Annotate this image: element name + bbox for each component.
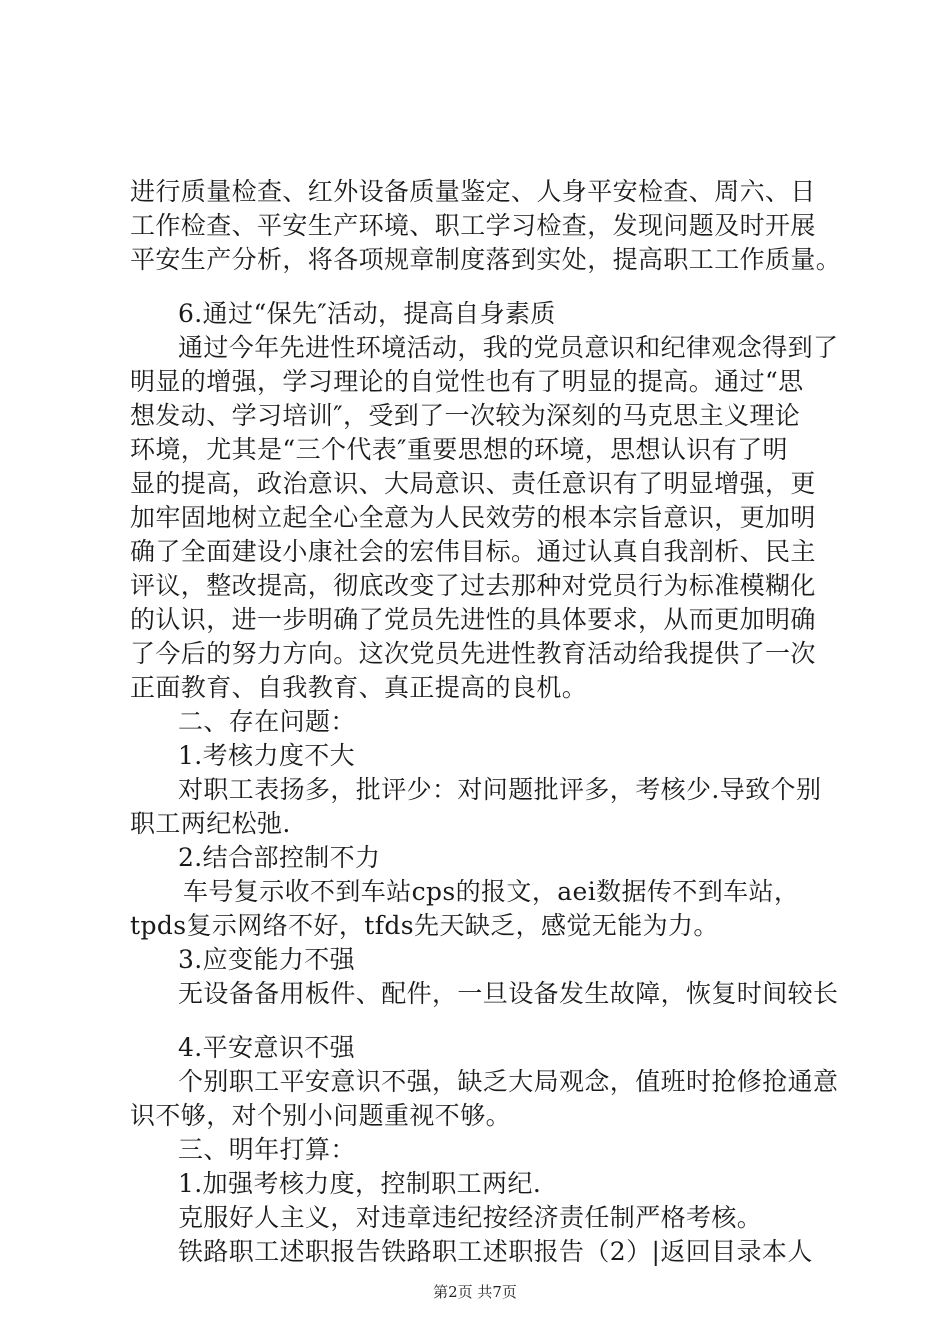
body-line: 车号复示收不到车站cps的报文，aei数据传不到车站，: [183, 877, 800, 906]
body-line: 加牢固地树立起全心全意为人民效劳的根本宗旨意识，更加明: [130, 503, 816, 532]
body-line: 个别职工平安意识不强，缺乏大局观念，值班时抢修抢通意: [178, 1067, 839, 1096]
body-line: 铁路职工述职报告铁路职工述职报告（2）|返回目录本人: [178, 1237, 813, 1266]
body-line: 平安生产分析，将各项规章制度落到实处，提高职工工作质量。: [130, 245, 842, 274]
body-line: 明显的增强，学习理论的自觉性也有了明显的提高。通过“思: [130, 367, 804, 396]
body-line: 对职工表扬多，批评少：对问题批评多，考核少.导致个别: [178, 775, 822, 804]
sub-heading: 2.结合部控制不力: [178, 843, 381, 872]
body-line: 职工两纪松弛.: [130, 809, 291, 838]
sub-heading: 1.加强考核力度，控制职工两纪.: [178, 1169, 542, 1198]
section-heading: 三、明年打算：: [178, 1135, 356, 1164]
body-line: 环境，尤其是“三个代表″重要思想的环境，思想认识有了明: [130, 435, 788, 464]
body-line: 通过今年先进性环境活动，我的党员意识和纪律观念得到了: [178, 333, 839, 362]
page-footer: 第2页 共7页: [433, 1283, 517, 1301]
body-line: 确了全面建设小康社会的宏伟目标。通过认真自我剖析、民主: [130, 537, 816, 566]
body-line: 正面教育、自我教育、真正提高的良机。: [130, 673, 588, 702]
body-line: tpds复示网络不好，tfds先天缺乏，感觉无能为力。: [130, 911, 719, 940]
sub-heading: 3.应变能力不强: [178, 945, 356, 974]
sub-heading: 4.平安意识不强: [178, 1033, 356, 1062]
section-heading: 6.通过“保先″活动，提高自身素质: [178, 299, 556, 328]
body-line: 的认识，进一步明确了党员先进性的具体要求，从而更加明确: [130, 605, 816, 634]
body-line: 无设备备用板件、配件，一旦设备发生故障，恢复时间较长: [178, 979, 839, 1008]
sub-heading: 1.考核力度不大: [178, 741, 356, 770]
body-line: 了今后的努力方向。这次党员先进性教育活动给我提供了一次: [130, 639, 816, 668]
body-line: 想发动、学习培训″，受到了一次较为深刻的马克思主义理论: [130, 401, 801, 430]
body-line: 识不够，对个别小问题重视不够。: [130, 1101, 512, 1130]
body-line: 工作检查、平安生产环境、职工学习检查，发现问题及时开展: [130, 211, 816, 240]
section-heading: 二、存在问题：: [178, 707, 356, 736]
body-line: 进行质量检查、红外设备质量鉴定、人身平安检查、周六、日: [130, 177, 816, 206]
body-line: 评议，整改提高，彻底改变了过去那种对党员行为标准模糊化: [130, 571, 816, 600]
body-line: 克服好人主义，对违章违纪按经济责任制严格考核。: [178, 1203, 763, 1232]
body-line: 显的提高，政治意识、大局意识、责任意识有了明显增强，更: [130, 469, 816, 498]
